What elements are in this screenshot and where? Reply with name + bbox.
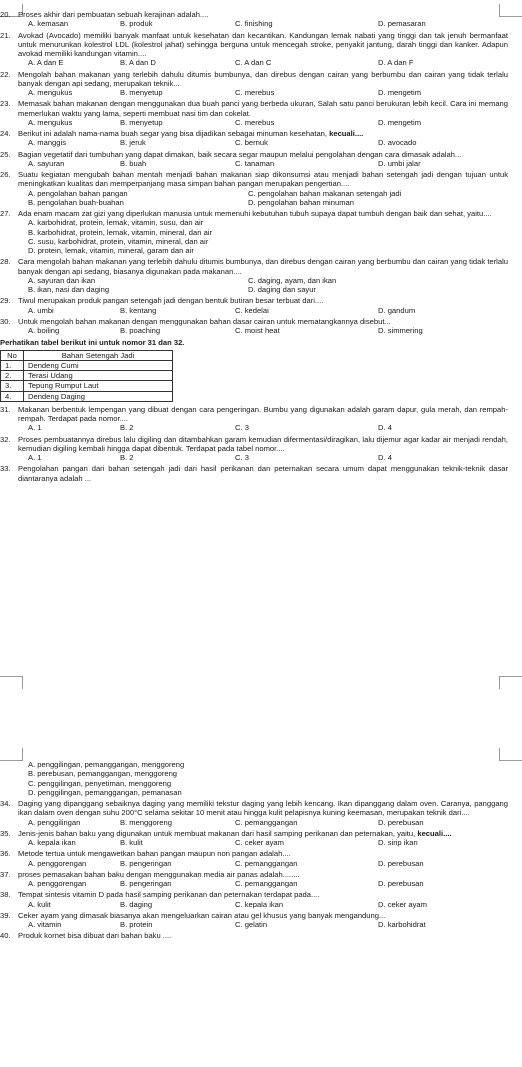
options bbox=[18, 159, 508, 168]
option-b[interactable]: B. 2 bbox=[120, 453, 134, 462]
question-text: Proses pembuatannya direbus lalu digiling dan ditambahkan garam kemudian difermentasi/diragikan, lalu dijemur agar kadar air menjadi rendah, kemudian digiling kembali hingga dapat dibentuk. Terdapat pada tabel nomor.... bbox=[18, 434, 508, 453]
question-26: 26. Suatu kegiatan mengubah bahan mentah menjadi bahan makanan siap dikonsumsi atau menjadi bahan setengah jadi dengan tujuan untuk meningkatkan kualitas dan memperpanjang masa simpan bahan pangan merupakan pengertian.... A. pengolahan bahan pangan C. pengolahan bahan makanan setengah jadi B. pengolahan buah-buahan D. pengolahan bahan minuman bbox=[0, 170, 508, 207]
question-text: Cara mengolah bahan makanan yang terlebih dahulu ditumis bumbunya, dan direbus dengan cairan yang berbumbu dan cairan yang tidak terlalu banyak dengan api sedang, biasanya digunakan pada makanan.... bbox=[18, 257, 508, 276]
option-b[interactable]: B. jeruk bbox=[120, 138, 146, 148]
option-d[interactable]: D. umbi jalar bbox=[378, 158, 421, 168]
option-c[interactable]: C. moist heat bbox=[235, 326, 280, 335]
option-b[interactable]: B. poaching bbox=[120, 326, 161, 335]
option-d[interactable]: D. 4 bbox=[378, 453, 392, 462]
option-b[interactable]: B. produk bbox=[120, 19, 153, 29]
question-text: Berikut ini adalah nama-nama buah segar yang bisa dijadikan sebagai minuman kesehatan, kecuali.... bbox=[18, 129, 364, 138]
options bbox=[18, 118, 508, 127]
table-cell: Dendeng Cumi bbox=[24, 360, 173, 370]
option-c[interactable]: C. daging, ayam, dan ikan bbox=[248, 275, 337, 285]
option-b[interactable]: B. menggoreng bbox=[120, 817, 172, 827]
question-text: Proses akhir dari pembuatan sebuah kerajinan adalah.... bbox=[18, 10, 209, 19]
option-d[interactable]: D. protein, lemak, vitamin, mineral, garam dan air bbox=[28, 246, 194, 255]
table-cell: Terasi Udang bbox=[24, 371, 173, 381]
crop-mark bbox=[0, 676, 23, 689]
question-28: 28. Cara mengolah bahan makanan yang terlebih dahulu ditumis bumbunya, dan direbus dengan cairan yang berbumbu dan cairan yang tidak terlalu banyak dengan api sedang, biasanya digunakan pada makanan.... A. sayuran dan ikan C. daging, ayam, dan ikan B. ikan, nasi dan daging D. daging dan sayur bbox=[0, 257, 508, 294]
option-d[interactable]: D. perebusan bbox=[378, 879, 424, 888]
option-c[interactable]: C. pemanggangan bbox=[235, 817, 298, 827]
table-cell: 3. bbox=[1, 381, 24, 391]
options bbox=[18, 88, 508, 97]
question-22: 22. Mengolah bahan makanan yang terlebih dahulu ditumis bumbunya, dan direbus dengan cairan yang berbumbu dan cairan yang tidak terlalu banyak dengan api sedang, merupakan teknik... A. mengukus B. menyetup C. merebus D. mengetim bbox=[0, 69, 508, 97]
option-a[interactable]: A. boiling bbox=[28, 326, 60, 335]
option-b[interactable]: B. kentang bbox=[120, 305, 157, 315]
options bbox=[18, 900, 508, 909]
option-b[interactable]: B. buah bbox=[120, 158, 147, 168]
option-d[interactable]: D. simmering bbox=[378, 326, 423, 335]
option-a[interactable]: A. penggilingan bbox=[28, 817, 81, 827]
option-c[interactable]: C. merebus bbox=[235, 88, 275, 97]
table-instruction: Perhatikan tabel berikut ini untuk nomor 31 dan 32. bbox=[0, 338, 185, 348]
ingredient-table bbox=[0, 350, 173, 402]
table-header: Bahan Setengah Jadi bbox=[24, 350, 173, 360]
options bbox=[18, 879, 508, 888]
table-header: No bbox=[1, 350, 24, 360]
page-sheet-2 bbox=[0, 760, 522, 1067]
option-a[interactable]: A. A dan E bbox=[28, 58, 64, 68]
option-a[interactable]: A. kepala ikan bbox=[28, 838, 76, 847]
question-32: 32. Proses pembuatannya direbus lalu digiling dan ditambahkan garam kemudian difermentasi/diragikan, lalu dijemur agar kadar air menjadi rendah, kemudian digiling kembali hingga dapat dibentuk. Terdapat pada tabel nomor.... A. 1 B. 2 C. 3 D. 4 bbox=[0, 434, 508, 462]
question-35: 35. Jenis-jenis bahan baku yang digunakan untuk membuat makanan dari hasil samping perikanan dan peternakan, yaitu, kecuali.... A. kepala ikan B. kulit C. ceker ayam D. sirip ikan bbox=[0, 829, 522, 848]
table-row bbox=[1, 381, 173, 391]
option-d[interactable]: D. perebusan bbox=[378, 858, 424, 868]
question-21: 21. Avokad (Avocado) memiliki banyak manfaat untuk kesehatan dan kecantikan. Kandungan lemak nabati yang tinggi dan tak jenuh bermanfaat untuk menurunkan kolestrol LDL (kolestrol jahat) sehingga berguna untuk mencegah stroke, penyakit jantung, darah tinggi dan kanker. Adapun avokad memiliki kandungan vitamin.... A. A dan E B. A dan D C. A dan C D. A dan F bbox=[0, 30, 508, 68]
option-d[interactable]: D. daging dan sayur bbox=[248, 285, 316, 294]
option-a[interactable]: A. umbi bbox=[28, 305, 54, 315]
options bbox=[18, 218, 508, 255]
page-sheet-1 bbox=[0, 10, 522, 674]
question-20: 20. Proses akhir dari pembuatan sebuah kerajinan adalah.... A. kemasan B. produk C. finishing D. pemasaran bbox=[0, 10, 522, 29]
option-d[interactable]: D. avocado bbox=[378, 138, 417, 148]
question-text: Memasak bahan makanan dengan menggunakan dua buah panci yang berbeda ukuran, Salah satu panci berukuran lebih kecil. Cara ini memang memerlukan waktu yang lama, seperti membuat nasi tim dan cokelat. bbox=[18, 99, 508, 118]
question-text: Bagian vegetatif dari tumbuhan yang dapat dimakan, baik secara segar maupun melalui pengolahan dengan cara dimasak adalah... bbox=[18, 149, 462, 159]
question-text: Tiwul merupakan produk pangan setengah jadi dengan bentuk butiran besar terbuat dari.... bbox=[18, 296, 324, 306]
table-cell: Tepung Rumput Laut bbox=[24, 381, 173, 391]
emphasis-text: kecuali.... bbox=[329, 129, 364, 138]
option-d[interactable]: D. karbohidrat bbox=[378, 920, 426, 929]
option-d[interactable]: D. mengetim bbox=[378, 88, 422, 97]
option-d[interactable]: D. ceker ayam bbox=[378, 899, 427, 909]
options bbox=[18, 138, 508, 147]
option-c[interactable]: C. 3 bbox=[235, 453, 249, 462]
question-29: 29. Tiwul merupakan produk pangan setengah jadi dengan bentuk butiran besar terbuat dari.... A. umbi B. kentang C. kedelai D. gandum bbox=[0, 296, 522, 315]
table-cell: 4. bbox=[1, 391, 24, 401]
option-d[interactable]: D. perebusan bbox=[378, 817, 424, 827]
question-33-options bbox=[0, 760, 522, 797]
question-text: Makanan berbentuk lempengan yang dibuat dengan cara pengeringan. Bumbu yang digunakan adalah garam dapur, gula merah, dan rempah-rempah. Terdapat pada nomor.... bbox=[18, 404, 508, 423]
options bbox=[18, 19, 508, 28]
question-24: 24. Berikut ini adalah nama-nama buah segar yang bisa dijadikan sebagai minuman kesehatan, kecuali.... A. manggis B. jeruk C. bernuk D. avocado bbox=[0, 129, 522, 148]
question-text: Produk kornet bisa dibuat dari bahan baku .... bbox=[18, 931, 172, 941]
question-text: Daging yang dipanggang sebaiknya daging yang memiliki tekstur daging yang lebih kencang. Ikan dipanggang dalam oven. Caranya, panggang ikan dalam oven dengan suhu 200°C selama sekitar 10 menit atau hingga kulit pelapisnya kuning keemasan, merupakan teknik dari.... bbox=[18, 799, 508, 818]
options bbox=[18, 276, 508, 295]
option-c[interactable]: C. ceker ayam bbox=[235, 838, 284, 847]
question-38: 38. Tempat sintesis vitamin D pada hasil samping perikanan dan peternakan terdapat pada.... A. kulit B. daging C. kepala ikan D. ceker ayam bbox=[0, 890, 522, 909]
option-c[interactable]: C. gelatin bbox=[235, 920, 268, 929]
option-b[interactable]: B. menyetup bbox=[120, 117, 163, 127]
option-c[interactable]: C. merebus bbox=[235, 117, 275, 127]
option-b[interactable]: B. menyetup bbox=[120, 88, 163, 97]
option-c[interactable]: C. kepala ikan bbox=[235, 899, 284, 909]
question-text: proses pemasakan bahan baku dengan menggunakan media air panas adalah........ bbox=[18, 869, 300, 879]
question-23: 23. Memasak bahan makanan dengan menggunakan dua buah panci yang berbeda ukuran, Salah satu panci berukuran lebih kecil. Cara ini memang memerlukan waktu yang lama, seperti membuat nasi tim dan cokelat. A. mengukus B. menyetup C. merebus D. mengetim bbox=[0, 99, 508, 127]
question-text: Avokad (Avocado) memiliki banyak manfaat untuk kesehatan dan kecantikan. Kandungan lemak nabati yang tinggi dan tak jenuh bermanfaat untuk menurunkan kolestrol LDL (kolestrol jahat) sehingga berguna untuk mencegah stroke, penyakit jantung, darah tinggi dan kanker. Adapun avokad memiliki kandungan vitamin.... bbox=[18, 30, 508, 58]
question-text: Pengolahan pangan dari bahan setengah jadi dari hasil perikanan dan peternakan secara umum dapat menggunakan teknik-teknik dasar diantaranya adalah ... bbox=[18, 464, 508, 483]
option-c[interactable]: C. kedelai bbox=[235, 305, 269, 315]
question-text: Tempat sintesis vitamin D pada hasil samping perikanan dan peternakan terdapat pada.... bbox=[18, 890, 320, 900]
question-text: Suatu kegiatan mengubah bahan mentah menjadi bahan makanan siap dikonsumsi atau menjadi bahan setengah jadi dengan tujuan untuk meningkatkan kualitas dan memperpanjang masa simpan bahan pangan merupakan pengertian.... bbox=[18, 170, 508, 189]
options bbox=[18, 453, 508, 462]
options bbox=[18, 838, 508, 847]
option-a[interactable]: A. mengukus bbox=[28, 88, 73, 97]
question-36: 36. Metode tertua untuk mengawetkan bahan pangan maupun non pangan adalah.... A. penggorengan B. pengeringan C. pemanggangan D. perebusan bbox=[0, 849, 522, 868]
table-cell: 2. bbox=[1, 371, 24, 381]
option-a[interactable]: A. penggilingan, pemanggangan, menggoreng bbox=[28, 760, 185, 769]
table-cell: 1. bbox=[1, 360, 24, 370]
question-33: 33. Pengolahan pangan dari bahan setengah jadi dari hasil perikanan dan peternakan secara umum dapat menggunakan teknik-teknik dasar diantaranya adalah ... bbox=[0, 464, 508, 483]
options bbox=[18, 920, 508, 929]
table-row bbox=[1, 360, 173, 370]
options bbox=[18, 818, 508, 827]
question-37: 37. proses pemasakan bahan baku dengan menggunakan media air panas adalah........ A. penggorengan B. pengeringan C. pemanggangan D. perebusan bbox=[0, 870, 522, 889]
option-a[interactable]: A. manggis bbox=[28, 138, 66, 148]
option-c[interactable]: C. bernuk bbox=[235, 138, 268, 148]
option-a[interactable]: A. 1 bbox=[28, 423, 42, 433]
table-header-row bbox=[1, 350, 173, 360]
option-d[interactable]: D. mengetim bbox=[378, 117, 422, 127]
option-b[interactable]: B. ikan, nasi dan daging bbox=[28, 285, 110, 294]
question-text: Mengolah bahan makanan yang terlebih dahulu ditumis bumbunya, dan direbus dengan cairan yang berbumbu dan cairan yang tidak terlalu banyak dengan api sedang, merupakan teknik... bbox=[18, 69, 508, 88]
options bbox=[18, 306, 508, 315]
options bbox=[18, 189, 508, 208]
option-b[interactable]: B. pengolahan buah-buahan bbox=[28, 197, 124, 207]
option-a[interactable]: A. mengukus bbox=[28, 117, 73, 127]
option-d[interactable]: D. penggilingan, pemanggangan, pemanasan bbox=[28, 787, 182, 797]
option-b[interactable]: B. 2 bbox=[120, 423, 134, 433]
question-39: 39. Ceker ayam yang dimasak biasanya akan mengeluarkan cairan atau gel khusus yang banyak mengandung... A. vitamin B. protein C. gelatin D. karbohidrat bbox=[0, 911, 522, 930]
option-a[interactable]: A. kulit bbox=[28, 899, 51, 909]
options bbox=[18, 859, 508, 868]
option-b[interactable]: B. kulit bbox=[120, 838, 143, 847]
option-c[interactable]: C. pengolahan bahan makanan setengah jadi bbox=[248, 188, 402, 198]
emphasis-text: kecuali.... bbox=[417, 828, 452, 838]
option-b[interactable]: B. daging bbox=[120, 899, 153, 909]
option-c[interactable]: C. penggilingan, penyetiman, menggoreng bbox=[28, 778, 172, 788]
question-25: 25. Bagian vegetatif dari tumbuhan yang dapat dimakan, baik secara segar maupun melalui pengolahan dengan cara dimasak adalah... A. sayuran B. buah C. tanaman D. umbi jalar bbox=[0, 150, 522, 169]
option-a[interactable]: A. sayuran bbox=[28, 158, 65, 168]
question-30: 30. Untuk mengolah bahan makanan dengan menggunakan bahan dasar cairan untuk mematangkannya disebut... A. boiling B. poaching C. moist heat D. simmering bbox=[0, 317, 522, 336]
option-c[interactable]: C. susu, karbohidrat, protein, vitamin, mineral, dan air bbox=[28, 236, 209, 246]
option-b[interactable]: B. karbohidrat, protein, lemak, vitamin, mineral, dan air bbox=[28, 227, 213, 237]
option-d[interactable]: D. 4 bbox=[378, 423, 392, 433]
options bbox=[18, 326, 508, 335]
table-row bbox=[1, 371, 173, 381]
option-d[interactable]: D. pemasaran bbox=[378, 19, 426, 29]
option-c[interactable]: C. A dan C bbox=[235, 58, 272, 68]
question-text: Jenis-jenis bahan baku yang digunakan untuk membuat makanan dari hasil samping perikanan dan peternakan, yaitu, kecuali.... bbox=[18, 828, 452, 838]
option-b[interactable]: B. A dan D bbox=[120, 58, 156, 68]
option-d[interactable]: D. sirip ikan bbox=[378, 838, 418, 847]
option-a[interactable]: A. pengolahan bahan pangan bbox=[28, 188, 128, 198]
question-text: Ada enam macam zat gizi yang diperlukan manusia untuk memenuhi kebutuhan tubuh supaya dapat tumbuh dengan baik dan sehat, yaitu.... bbox=[18, 209, 492, 218]
question-31: 31. Makanan berbentuk lempengan yang dibuat dengan cara pengeringan. Bumbu yang digunakan adalah garam dapur, gula merah, dan rempah-rempah. Terdapat pada nomor.... A. 1 B. 2 C. 3 D. 4 bbox=[0, 404, 508, 433]
question-40: 40. Produk kornet bisa dibuat dari bahan baku .... bbox=[0, 931, 522, 940]
question-34: 34. Daging yang dipanggang sebaiknya daging yang memiliki tekstur daging yang lebih kencang. Ikan dipanggang dalam oven. Caranya, panggang ikan dalam oven dengan suhu 200°C selama sekitar 10 menit atau hingga kulit pelapisnya kuning keemasan, merupakan teknik dari.... A. penggilingan B. menggoreng C. pemanggangan D. perebusan bbox=[0, 799, 508, 827]
crop-mark bbox=[499, 676, 522, 689]
options bbox=[18, 58, 508, 67]
question-27: 27. Ada enam macam zat gizi yang diperlukan manusia untuk memenuhi kebutuhan tubuh supaya dapat tumbuh dengan baik dan sehat, yaitu.... A. karbohidrat, protein, lemak, vitamin, susu, dan air B. karbohidrat, protein, lemak, vitamin, mineral, dan air C. susu, karbohidrat, protein, vitamin, mineral, dan air D. protein, lemak, vitamin, mineral, garam dan air bbox=[0, 209, 522, 255]
option-a[interactable]: A. 1 bbox=[28, 453, 42, 462]
question-text: Untuk mengolah bahan makanan dengan menggunakan bahan dasar cairan untuk mematangkannya disebut... bbox=[18, 316, 391, 326]
option-c[interactable]: C. tanaman bbox=[235, 158, 275, 168]
option-a[interactable]: A. penggorengan bbox=[28, 879, 87, 888]
option-d[interactable]: D. A dan F bbox=[378, 58, 414, 68]
option-d[interactable]: D. pengolahan bahan minuman bbox=[248, 197, 354, 207]
table-row bbox=[1, 391, 173, 401]
option-b[interactable]: B. pengeringan bbox=[120, 858, 172, 868]
option-c[interactable]: C. 3 bbox=[235, 423, 249, 433]
question-text: Metode tertua untuk mengawetkan bahan pangan maupun non pangan adalah.... bbox=[18, 849, 291, 859]
option-c[interactable]: C. finishing bbox=[235, 19, 273, 29]
option-c[interactable]: C. pemanggangan bbox=[235, 858, 298, 868]
option-a[interactable]: A. vitamin bbox=[28, 920, 62, 929]
option-b[interactable]: B. protein bbox=[120, 920, 153, 929]
option-c[interactable]: C. pemanggangan bbox=[235, 879, 298, 888]
options bbox=[18, 760, 508, 797]
option-a[interactable]: A. sayuran dan ikan bbox=[28, 275, 96, 285]
table-cell: Dendeng Daging bbox=[24, 391, 173, 401]
option-a[interactable]: A. kemasan bbox=[28, 19, 69, 29]
option-b[interactable]: B. pengeringan bbox=[120, 879, 172, 888]
option-a[interactable]: A. penggorengan bbox=[28, 858, 87, 868]
option-d[interactable]: D. gandum bbox=[378, 305, 416, 315]
option-b[interactable]: B. perebusan, pemanggangan, menggoreng bbox=[28, 769, 178, 779]
option-a[interactable]: A. karbohidrat, protein, lemak, vitamin, susu, dan air bbox=[28, 218, 204, 228]
options bbox=[18, 423, 508, 432]
question-text: Ceker ayam yang dimasak biasanya akan mengeluarkan cairan atau gel khusus yang banyak mengandung... bbox=[18, 910, 386, 920]
